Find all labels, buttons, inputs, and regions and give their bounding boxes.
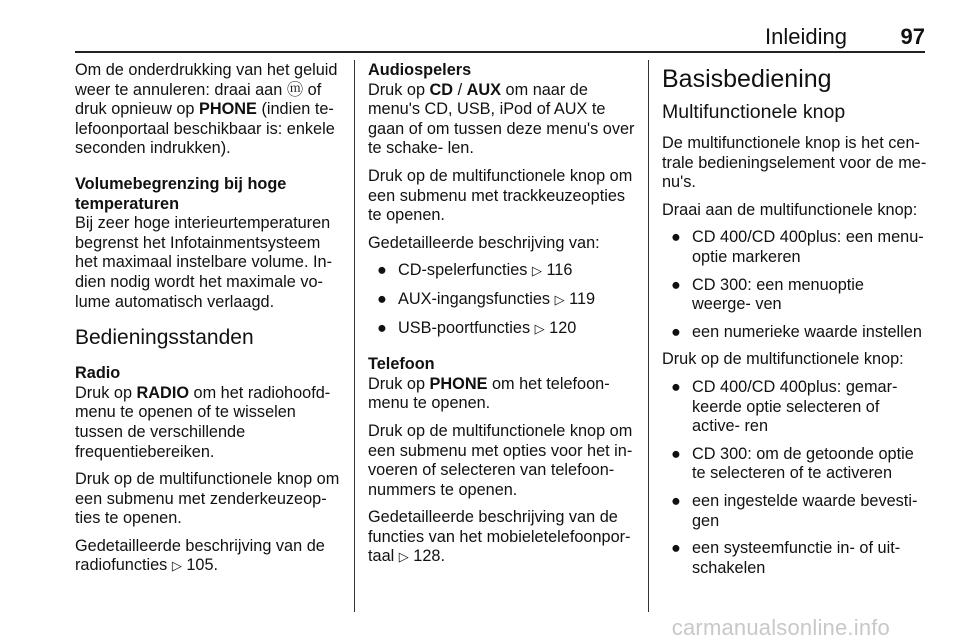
chapter-title: Inleiding — [765, 24, 847, 49]
radio-reference-paragraph: Gedetailleerde beschrijving van de radiofuncties ▷ 105. — [75, 536, 325, 575]
list-item: ● AUX-ingangsfuncties ▷ 119 — [377, 289, 596, 308]
page-reference-arrow-icon: ▷ — [171, 559, 182, 575]
volume-limit-heading: Volumebegrenzing bij hoge temperaturen — [75, 174, 287, 213]
column-divider-right — [648, 60, 649, 612]
list-item: ● CD 400/CD 400plus: een menu- optie markeren — [671, 228, 924, 266]
list-item: ● CD 300: een menuoptie weerge- ven — [671, 275, 864, 314]
aux-key-label: AUX — [466, 80, 502, 99]
phone-reference-paragraph: Gedetailleerde beschrijving van de functies van het mobieletelefoonpor- taal ▷ 128. — [368, 508, 631, 566]
audio-function-list — [368, 261, 642, 339]
radio-paragraph: Druk op RADIO om het radiohoofd- menu te openen of te wisselen tussen de verschillende frequentiebereiken. — [75, 383, 331, 461]
bullet-icon: ● — [377, 261, 387, 280]
column-middle — [368, 61, 642, 576]
bullet-icon: ● — [671, 275, 681, 294]
list-item: ● CD 400/CD 400plus: gemar- keerde optie selecteren of active- ren — [671, 377, 898, 436]
bullet-icon: ● — [377, 289, 387, 308]
mute-cancel-paragraph: Om de onderdrukking van het geluid weer te annuleren: draai aan ⓜ of druk opnieuw op PHONE (indien te- lefoonportaal beschikbaar is: enkele seconden indrukken). — [75, 61, 338, 158]
page-header — [75, 0, 925, 52]
radio-submenu-paragraph: Druk op de multifunctionele knop om een submenu met zenderkeuzeop- ties te openen. — [75, 470, 340, 528]
phone-paragraph: Druk op PHONE om het telefoon- menu te openen. — [368, 374, 610, 413]
audio-players-heading: Audiospelers — [368, 61, 472, 79]
list-item: ● een ingestelde waarde bevesti- gen — [671, 491, 918, 530]
page-reference-arrow-icon: ▷ — [398, 550, 409, 566]
bullet-icon: ● — [671, 491, 681, 510]
bullet-icon: ● — [377, 318, 387, 337]
list-item: ● CD-spelerfuncties ▷ 116 — [377, 261, 573, 280]
header-rule — [75, 51, 925, 53]
column-right — [662, 61, 927, 586]
page-number: 97 — [900, 24, 925, 49]
page-reference-arrow-icon: ▷ — [531, 264, 542, 280]
section-heading-operating-modes: Bedieningsstanden — [75, 326, 254, 350]
list-item: ● een systeemfunctie in- of uit- schakelen — [671, 539, 901, 577]
phone-submenu-paragraph: Druk op de multifunctionele knop om een submenu met opties voor het in- voeren of selecteren van telefoon- nummers te openen. — [368, 421, 633, 499]
watermark: carmanualsonline.info — [671, 615, 890, 640]
press-action-list — [662, 378, 927, 578]
bullet-icon: ● — [671, 377, 681, 396]
phone-key-label: PHONE — [429, 374, 488, 393]
list-item: ● USB-poortfuncties ▷ 120 — [377, 318, 577, 337]
page-reference-arrow-icon: ▷ — [534, 321, 545, 337]
bullet-icon: ● — [671, 444, 681, 463]
press-intro: Druk op de multifunctionele knop: — [662, 350, 904, 369]
radio-heading: Radio — [75, 364, 121, 383]
bullet-icon: ● — [671, 539, 681, 558]
phone-heading: Telefoon — [368, 355, 435, 374]
audio-detail-intro: Gedetailleerde beschrijving van: — [368, 233, 600, 252]
audio-paragraph: Druk op CD / AUX om naar de menu's CD, USB, iPod of AUX te gaan of om tussen deze menu's over te schake- len. — [368, 80, 635, 158]
subsection-title-multifunction-knob: Multifunctionele knop — [662, 101, 846, 123]
turn-action-list — [662, 228, 927, 342]
phone-key-label: PHONE — [199, 100, 257, 119]
radio-key-label: RADIO — [136, 383, 190, 402]
turn-intro: Draai aan de multifunctionele knop: — [662, 200, 918, 219]
list-item: ● een numerieke waarde instellen — [671, 322, 922, 341]
volume-limit-text: Bij zeer hoge interieurtemperaturen begrenst het Infotainmentsysteem het maximaal instelbare volume. In- dien nodig wordt het maximale vo- lume automatisch verlaagd. — [75, 214, 332, 311]
list-item: ● CD 300: om de getoonde optie te selecteren of te activeren — [671, 444, 914, 483]
bullet-icon: ● — [671, 322, 681, 341]
audio-submenu-paragraph: Druk op de multifunctionele knop om een submenu met trackkeuzeopties te openen. — [368, 166, 633, 225]
column-divider-left — [354, 60, 355, 612]
knob-icon: ⓜ — [286, 80, 304, 99]
knob-description: De multifunctionele knop is het cen- trale bedieningselement voor de me- nu's. — [662, 134, 927, 192]
bullet-icon: ● — [671, 228, 681, 247]
page-reference-arrow-icon: ▷ — [554, 292, 565, 308]
section-title-basic-operation: Basisbediening — [662, 65, 832, 93]
column-left — [75, 61, 345, 585]
cd-key-label: CD — [429, 80, 454, 99]
